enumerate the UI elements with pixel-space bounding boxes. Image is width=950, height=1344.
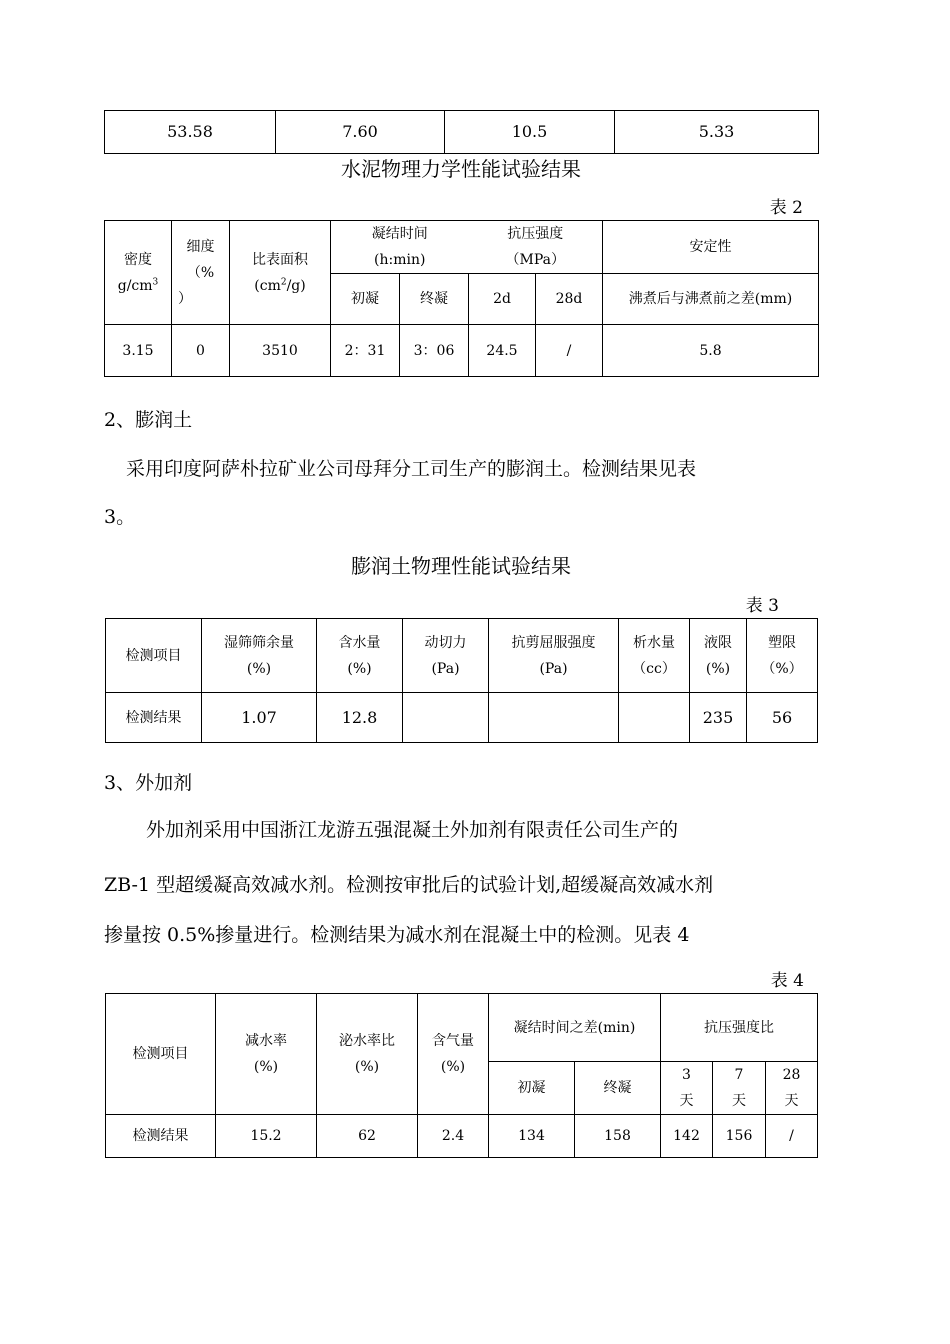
admixture-table: [105, 993, 818, 1158]
header-strength-ratio: 抗压强度比: [661, 994, 818, 1062]
table-cell: 235: [690, 693, 747, 743]
sub-final-set: 终凝: [400, 274, 469, 325]
header-shear-yield: 抗剪屈服强度 (Pa): [489, 619, 619, 693]
header-liquid-limit: 液限 (%): [690, 619, 747, 693]
table-cell: [403, 693, 489, 743]
table-cell: [489, 693, 619, 743]
header-setting-time: 凝结时间 (h:min): [331, 221, 469, 274]
table-cell: 2.4: [418, 1115, 489, 1158]
section-heading-bentonite: 2、膨润土: [104, 409, 193, 431]
table-cell: /: [766, 1115, 818, 1158]
header-compressive-strength: 抗压强度 （MPa）: [469, 221, 603, 274]
sub-3d: 3 天: [661, 1062, 713, 1115]
sub-initial-set: 初凝: [489, 1062, 575, 1115]
table-cell: 1.07: [202, 693, 317, 743]
header-air-content: 含气量 (%): [418, 994, 489, 1115]
table-cell: 3：06: [400, 325, 469, 377]
bentonite-table: [105, 618, 818, 743]
cement-table-number: 表 2: [769, 198, 803, 218]
sub-2d: 2d: [469, 274, 536, 325]
cell: 53.58: [105, 111, 276, 154]
cement-table: [104, 220, 819, 377]
table-cell: 检测结果: [106, 1115, 216, 1158]
table-cell: 15.2: [216, 1115, 317, 1158]
sub-initial-set: 初凝: [331, 274, 400, 325]
sub-boil-diff: 沸煮后与沸煮前之差(mm): [603, 274, 819, 325]
table-cell: 0: [172, 325, 230, 377]
cement-table-title: 水泥物理力学性能试验结果: [341, 157, 581, 181]
table-cell: 134: [489, 1115, 575, 1158]
table-cell: 56: [747, 693, 818, 743]
header-plastic-limit: 塑限 （%）: [747, 619, 818, 693]
top-fragment-table: [104, 110, 819, 154]
table-cell: /: [536, 325, 603, 377]
header-setting-diff: 凝结时间之差(min): [489, 994, 661, 1062]
table-cell: 2：31: [331, 325, 400, 377]
paragraph-bentonite-line1: 采用印度阿萨朴拉矿业公司母拜分工司生产的膨润土。检测结果见表: [126, 458, 697, 480]
table-cell: 12.8: [317, 693, 403, 743]
cell: 5.33: [615, 111, 819, 154]
cell: 10.5: [445, 111, 615, 154]
header-specific-area: 比表面积 $(cm^2/g)$: [230, 221, 331, 325]
table-cell: 3.15: [105, 325, 172, 377]
header-fineness: 细度 （% ）: [172, 221, 230, 325]
table-cell: 158: [575, 1115, 661, 1158]
header-test-item: 检测项目: [106, 619, 202, 693]
header-water-reduction: 减水率 (%): [216, 994, 317, 1115]
table-cell: 检测结果: [106, 693, 202, 743]
bentonite-table-number: 表 3: [745, 596, 779, 616]
header-density: 密度 $g/cm^3$: [105, 221, 172, 325]
table-cell: [619, 693, 690, 743]
section-heading-admixture: 3、外加剂: [104, 772, 193, 794]
table-cell: 5.8: [603, 325, 819, 377]
table-cell: 62: [317, 1115, 418, 1158]
sub-final-set: 终凝: [575, 1062, 661, 1115]
bentonite-table-title: 膨润土物理性能试验结果: [351, 554, 571, 578]
table-cell: 24.5: [469, 325, 536, 377]
cell: 7.60: [276, 111, 445, 154]
table-cell: 142: [661, 1115, 713, 1158]
admixture-table-number: 表 4: [770, 971, 804, 991]
sub-7d: 7 天: [713, 1062, 766, 1115]
header-test-item: 检测项目: [106, 994, 216, 1115]
paragraph-admixture-line2: ZB-1 型超缓凝高效减水剂。检测按审批后的试验计划,超缓凝高效减水剂: [104, 874, 714, 896]
header-water-content: 含水量 (%): [317, 619, 403, 693]
header-dynamic-shear: 动切力 (Pa): [403, 619, 489, 693]
sub-28d: 28d: [536, 274, 603, 325]
table-cell: 156: [713, 1115, 766, 1158]
sub-28d: 28 天: [766, 1062, 818, 1115]
paragraph-admixture-line1: 外加剂采用中国浙江龙游五强混凝土外加剂有限责任公司生产的: [146, 819, 679, 841]
header-soundness: 安定性: [603, 221, 819, 274]
header-wet-sieve: 湿筛筛余量 (%): [202, 619, 317, 693]
paragraph-admixture-line3: 掺量按 0.5%掺量进行。检测结果为减水剂在混凝土中的检测。见表 4: [104, 924, 690, 946]
header-bleeding-ratio: 泌水率比 (%): [317, 994, 418, 1115]
header-bleeding: 析水量 （cc）: [619, 619, 690, 693]
paragraph-bentonite-line2: 3。: [104, 506, 136, 528]
table-cell: 3510: [230, 325, 331, 377]
